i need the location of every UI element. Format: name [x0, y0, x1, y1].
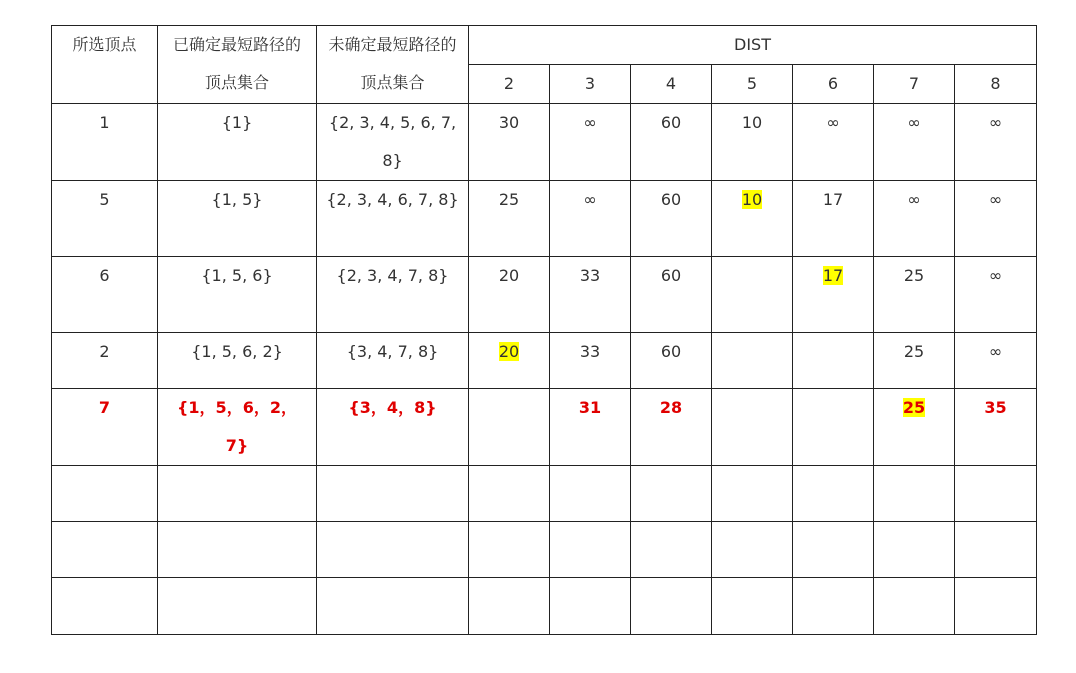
dist-cell: 17 [793, 257, 874, 333]
dist-cell [631, 578, 712, 635]
dist-col-header: 8 [955, 65, 1037, 104]
selected-vertex-cell: 2 [52, 333, 158, 389]
table-row [52, 466, 1037, 522]
determined-set-cell: {1, 5, 6} [158, 257, 317, 333]
dist-cell: 60 [631, 181, 712, 257]
dist-cell [874, 466, 955, 522]
dijkstra-table [51, 25, 1037, 635]
selected-vertex-cell [52, 466, 158, 522]
dist-cell: 33 [550, 333, 631, 389]
selected-vertex-cell [52, 522, 158, 578]
undetermined-set-cell: {2, 3, 4, 6, 7, 8} [317, 181, 469, 257]
dist-cell: 60 [631, 104, 712, 181]
undetermined-set-cell: {2, 3, 4, 7, 8} [317, 257, 469, 333]
dist-cell: 20 [469, 257, 550, 333]
dist-cell [955, 578, 1037, 635]
undetermined-set-cell: {2, 3, 4, 5, 6, 7, 8} [317, 104, 469, 181]
dist-cell: 25 [874, 333, 955, 389]
dist-cell [874, 578, 955, 635]
dist-cell: ∞ [550, 181, 631, 257]
dist-cell [469, 578, 550, 635]
table-row [52, 333, 1037, 389]
dist-col-header: 3 [550, 65, 631, 104]
selected-vertex-cell: 1 [52, 104, 158, 181]
undetermined-set-cell: {3, 4, 7, 8} [317, 333, 469, 389]
dist-cell [712, 257, 793, 333]
dist-cell [550, 522, 631, 578]
dist-cell [793, 578, 874, 635]
dist-cell: ∞ [793, 104, 874, 181]
dist-cell: 25 [874, 257, 955, 333]
dist-cell [631, 466, 712, 522]
selected-vertex-cell [52, 578, 158, 635]
dist-cell: 25 [469, 181, 550, 257]
selected-vertex-cell: 6 [52, 257, 158, 333]
dist-col-header: 5 [712, 65, 793, 104]
dist-cell [793, 389, 874, 466]
dist-cell: 60 [631, 257, 712, 333]
dist-cell [955, 466, 1037, 522]
dist-cell: 28 [631, 389, 712, 466]
dist-cell: 25 [874, 389, 955, 466]
dist-cell [712, 578, 793, 635]
dist-cell: ∞ [955, 333, 1037, 389]
dist-cell: ∞ [550, 104, 631, 181]
header-selected: 所选顶点 [52, 26, 158, 104]
dist-cell [712, 522, 793, 578]
dist-cell [712, 466, 793, 522]
table-body [52, 104, 1037, 635]
undetermined-set-cell [317, 466, 469, 522]
dist-cell [469, 389, 550, 466]
dist-cell [793, 522, 874, 578]
table-row [52, 522, 1037, 578]
undetermined-set-cell [317, 578, 469, 635]
dist-cell: 35 [955, 389, 1037, 466]
determined-set-cell: {1，5，6，2，7} [158, 389, 317, 466]
header-row-1 [52, 26, 1037, 65]
undetermined-set-cell [317, 522, 469, 578]
dist-cell: ∞ [955, 104, 1037, 181]
dist-cell [712, 389, 793, 466]
dist-cell: 17 [793, 181, 874, 257]
table-row [52, 578, 1037, 635]
dist-cell [955, 522, 1037, 578]
dist-cell [793, 466, 874, 522]
dist-cell: 10 [712, 181, 793, 257]
dist-col-header: 4 [631, 65, 712, 104]
dist-cell: 31 [550, 389, 631, 466]
determined-set-cell: {1, 5} [158, 181, 317, 257]
undetermined-set-cell: {3，4，8} [317, 389, 469, 466]
dist-cell [631, 522, 712, 578]
dist-cell: 10 [712, 104, 793, 181]
dist-cell [550, 578, 631, 635]
dist-col-header: 6 [793, 65, 874, 104]
dist-cell [793, 333, 874, 389]
dist-cell [712, 333, 793, 389]
table-row [52, 389, 1037, 466]
table-row [52, 181, 1037, 257]
determined-set-cell: {1} [158, 104, 317, 181]
determined-set-cell [158, 578, 317, 635]
dist-cell: ∞ [874, 181, 955, 257]
determined-set-cell [158, 522, 317, 578]
dist-cell: ∞ [955, 257, 1037, 333]
dist-col-header: 7 [874, 65, 955, 104]
dist-cell: ∞ [874, 104, 955, 181]
table-row [52, 257, 1037, 333]
dist-cell [874, 522, 955, 578]
determined-set-cell: {1, 5, 6, 2} [158, 333, 317, 389]
dist-col-header: 2 [469, 65, 550, 104]
header-determined: 已确定最短路径的顶点集合 [158, 26, 317, 104]
dist-cell: 60 [631, 333, 712, 389]
dist-cell: 30 [469, 104, 550, 181]
dist-cell [469, 466, 550, 522]
header-undetermined: 未确定最短路径的顶点集合 [317, 26, 469, 104]
selected-vertex-cell: 5 [52, 181, 158, 257]
table-row [52, 104, 1037, 181]
dist-cell: 33 [550, 257, 631, 333]
dist-cell [469, 522, 550, 578]
header-dist: DIST [469, 26, 1037, 65]
dist-cell: 20 [469, 333, 550, 389]
dist-cell [550, 466, 631, 522]
determined-set-cell [158, 466, 317, 522]
selected-vertex-cell: 7 [52, 389, 158, 466]
dist-cell: ∞ [955, 181, 1037, 257]
